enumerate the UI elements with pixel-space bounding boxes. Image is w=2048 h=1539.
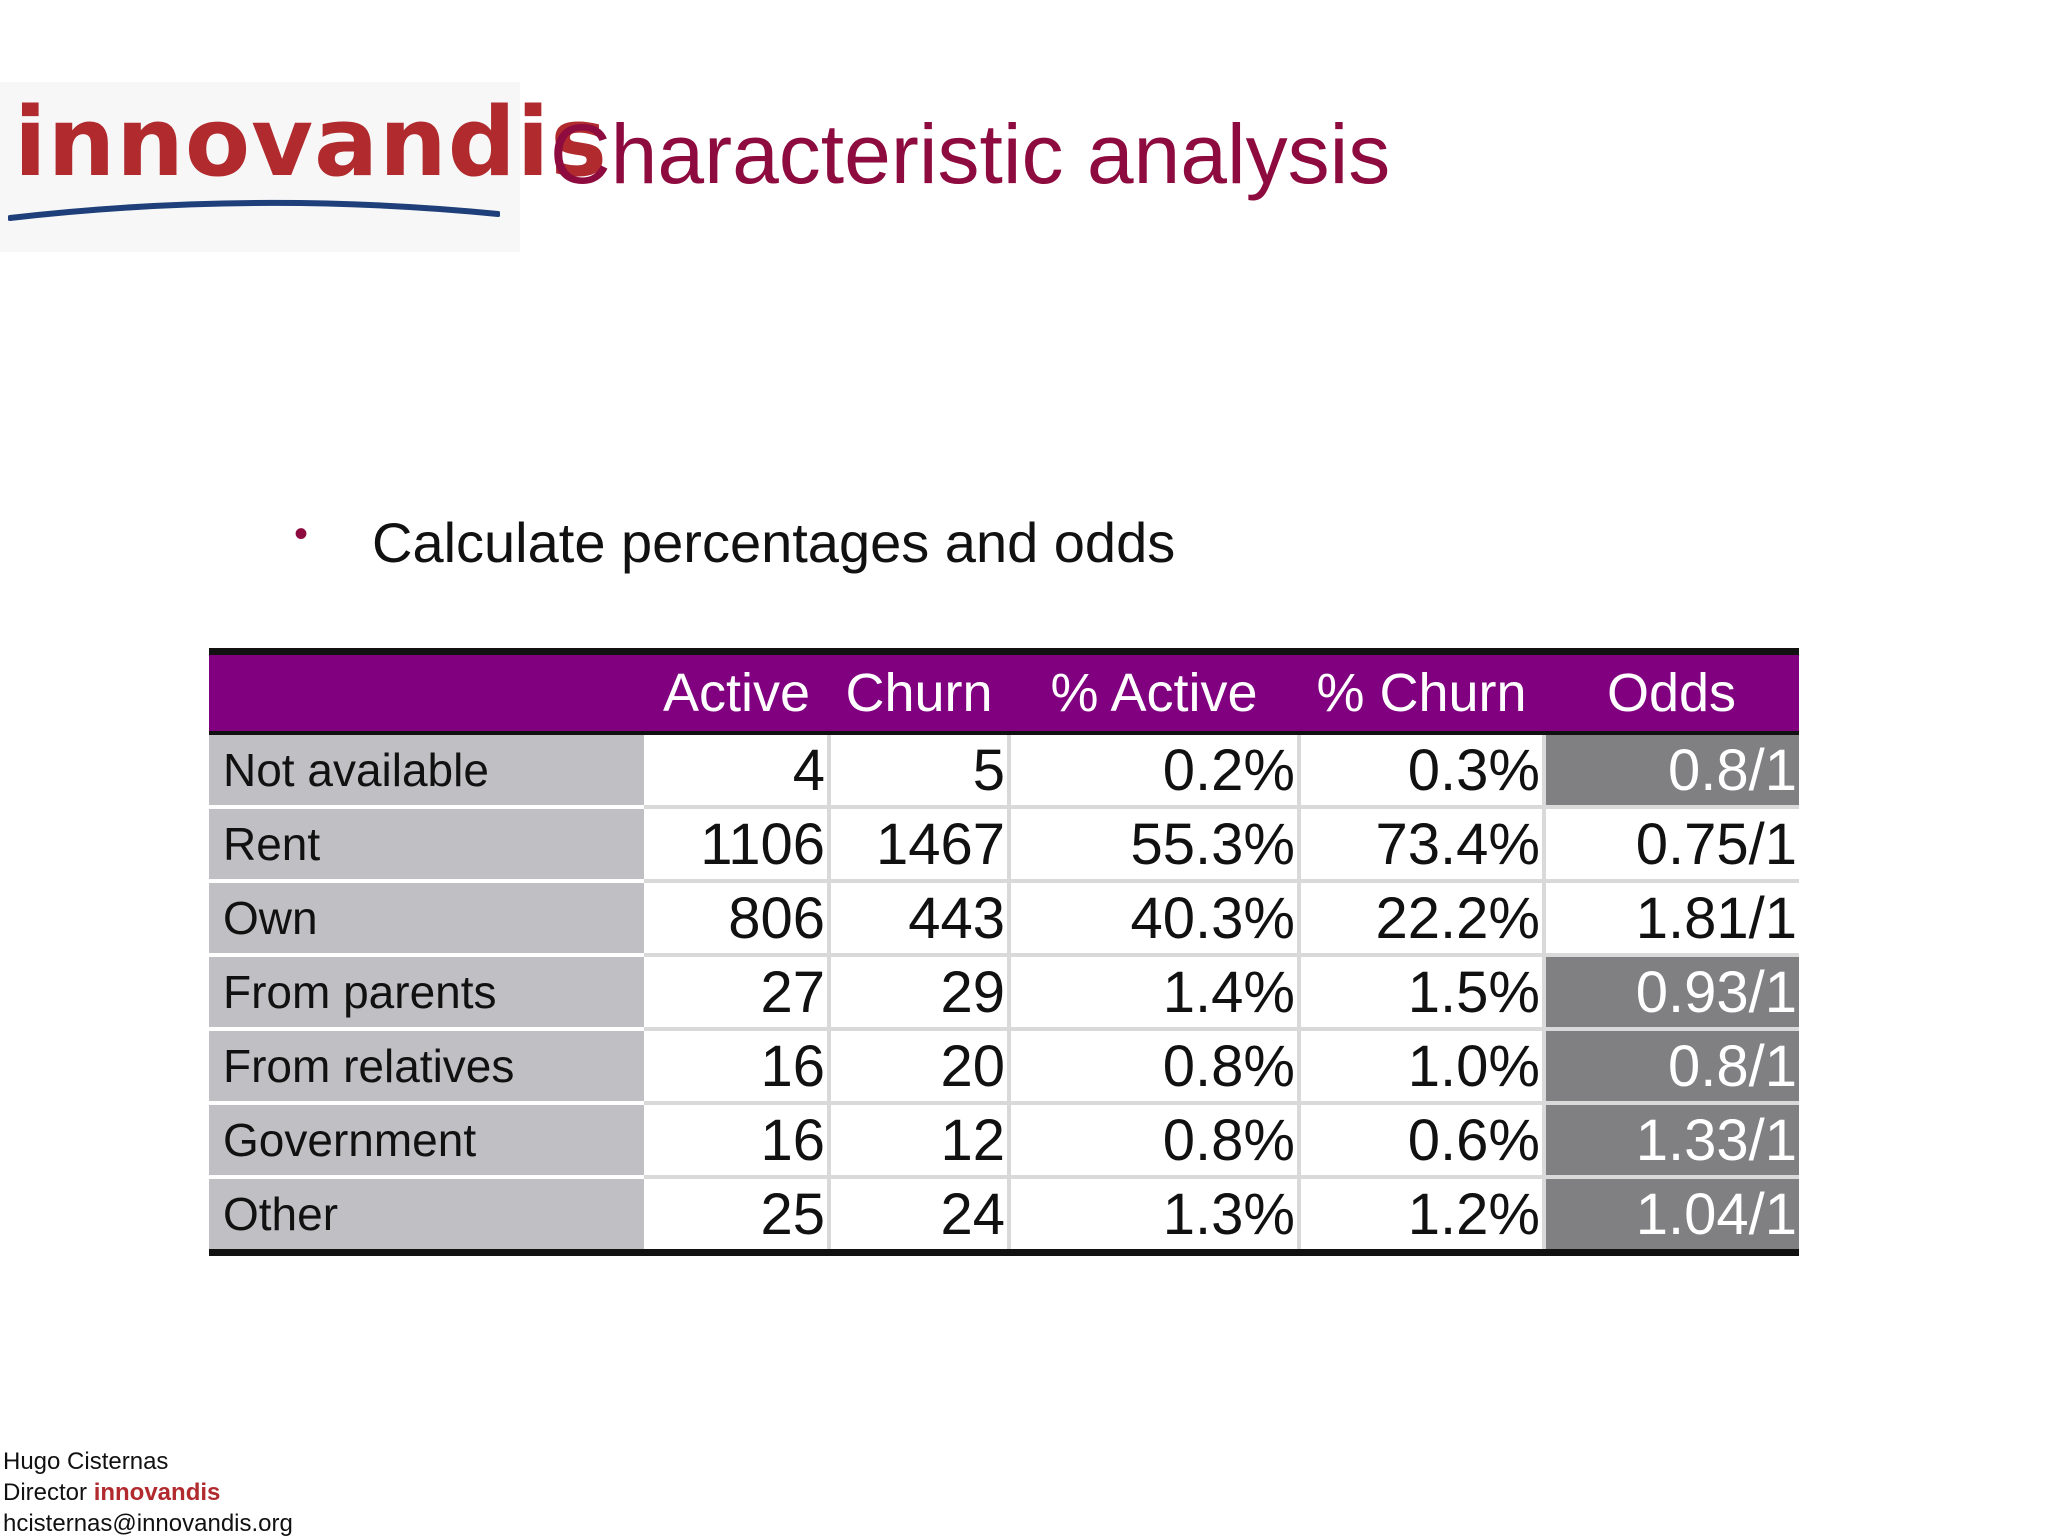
- bullet-text: Calculate percentages and odds: [372, 511, 1176, 574]
- row-label: Government: [209, 1103, 644, 1177]
- pct-churn-cell: 1.5%: [1299, 955, 1544, 1029]
- pct-churn-cell: 0.3%: [1299, 733, 1544, 807]
- churn-cell: 5: [829, 733, 1009, 807]
- header-label: [209, 652, 644, 734]
- characteristic-table: [209, 648, 1799, 1256]
- row-label: Own: [209, 881, 644, 955]
- pct-churn-cell: 1.2%: [1299, 1177, 1544, 1253]
- table-row: [209, 1177, 1799, 1253]
- header-pct-active: % Active: [1009, 652, 1299, 734]
- pct-active-cell: 55.3%: [1009, 807, 1299, 881]
- active-cell: 16: [644, 1103, 829, 1177]
- table-row: [209, 733, 1799, 807]
- churn-cell: 29: [829, 955, 1009, 1029]
- active-cell: 806: [644, 881, 829, 955]
- pct-churn-cell: 1.0%: [1299, 1029, 1544, 1103]
- pct-active-cell: 40.3%: [1009, 881, 1299, 955]
- odds-cell: 0.93/1: [1544, 955, 1799, 1029]
- active-cell: 1106: [644, 807, 829, 881]
- role-brand: innovandis: [93, 1479, 221, 1506]
- churn-cell: 20: [829, 1029, 1009, 1103]
- active-cell: 4: [644, 733, 829, 807]
- row-label: Rent: [209, 807, 644, 881]
- active-cell: 27: [644, 955, 829, 1029]
- table-row: [209, 881, 1799, 955]
- header-churn: Churn: [829, 652, 1009, 734]
- churn-cell: 443: [829, 881, 1009, 955]
- pct-active-cell: 1.4%: [1009, 955, 1299, 1029]
- table-row: [209, 1029, 1799, 1103]
- row-label: Other: [209, 1177, 644, 1253]
- pct-active-cell: 0.2%: [1009, 733, 1299, 807]
- slide-title: Characteristic analysis: [550, 107, 1391, 201]
- pct-churn-cell: 73.4%: [1299, 807, 1544, 881]
- bullet-icon: •: [294, 512, 309, 556]
- active-cell: 25: [644, 1177, 829, 1253]
- presenter-footer: [3, 1446, 293, 1539]
- pct-active-cell: 0.8%: [1009, 1103, 1299, 1177]
- table-row: [209, 955, 1799, 1029]
- pct-churn-cell: 0.6%: [1299, 1103, 1544, 1177]
- odds-cell: 1.81/1: [1544, 881, 1799, 955]
- presenter-role: [3, 1477, 293, 1508]
- header-odds: Odds: [1544, 652, 1799, 734]
- role-prefix: Director: [3, 1479, 88, 1506]
- churn-cell: 1467: [829, 807, 1009, 881]
- pct-active-cell: 0.8%: [1009, 1029, 1299, 1103]
- presenter-name: Hugo Cisternas: [3, 1448, 169, 1475]
- innovandis-logo: innovandis: [14, 88, 608, 198]
- pct-churn-cell: 22.2%: [1299, 881, 1544, 955]
- odds-cell: 0.75/1: [1544, 807, 1799, 881]
- header-active: Active: [644, 652, 829, 734]
- pct-active-cell: 1.3%: [1009, 1177, 1299, 1253]
- odds-cell: 0.8/1: [1544, 1029, 1799, 1103]
- logo-swoosh-icon: [8, 196, 500, 226]
- table-row: [209, 1103, 1799, 1177]
- header-pct-churn: % Churn: [1299, 652, 1544, 734]
- churn-cell: 12: [829, 1103, 1009, 1177]
- odds-cell: 0.8/1: [1544, 733, 1799, 807]
- odds-cell: 1.33/1: [1544, 1103, 1799, 1177]
- active-cell: 16: [644, 1029, 829, 1103]
- odds-cell: 1.04/1: [1544, 1177, 1799, 1253]
- table-row: [209, 807, 1799, 881]
- table-header-row: [209, 652, 1799, 734]
- row-label: From parents: [209, 955, 644, 1029]
- row-label: Not available: [209, 733, 644, 807]
- presenter-email[interactable]: hcisternas@innovandis.org: [3, 1510, 293, 1537]
- row-label: From relatives: [209, 1029, 644, 1103]
- churn-cell: 24: [829, 1177, 1009, 1253]
